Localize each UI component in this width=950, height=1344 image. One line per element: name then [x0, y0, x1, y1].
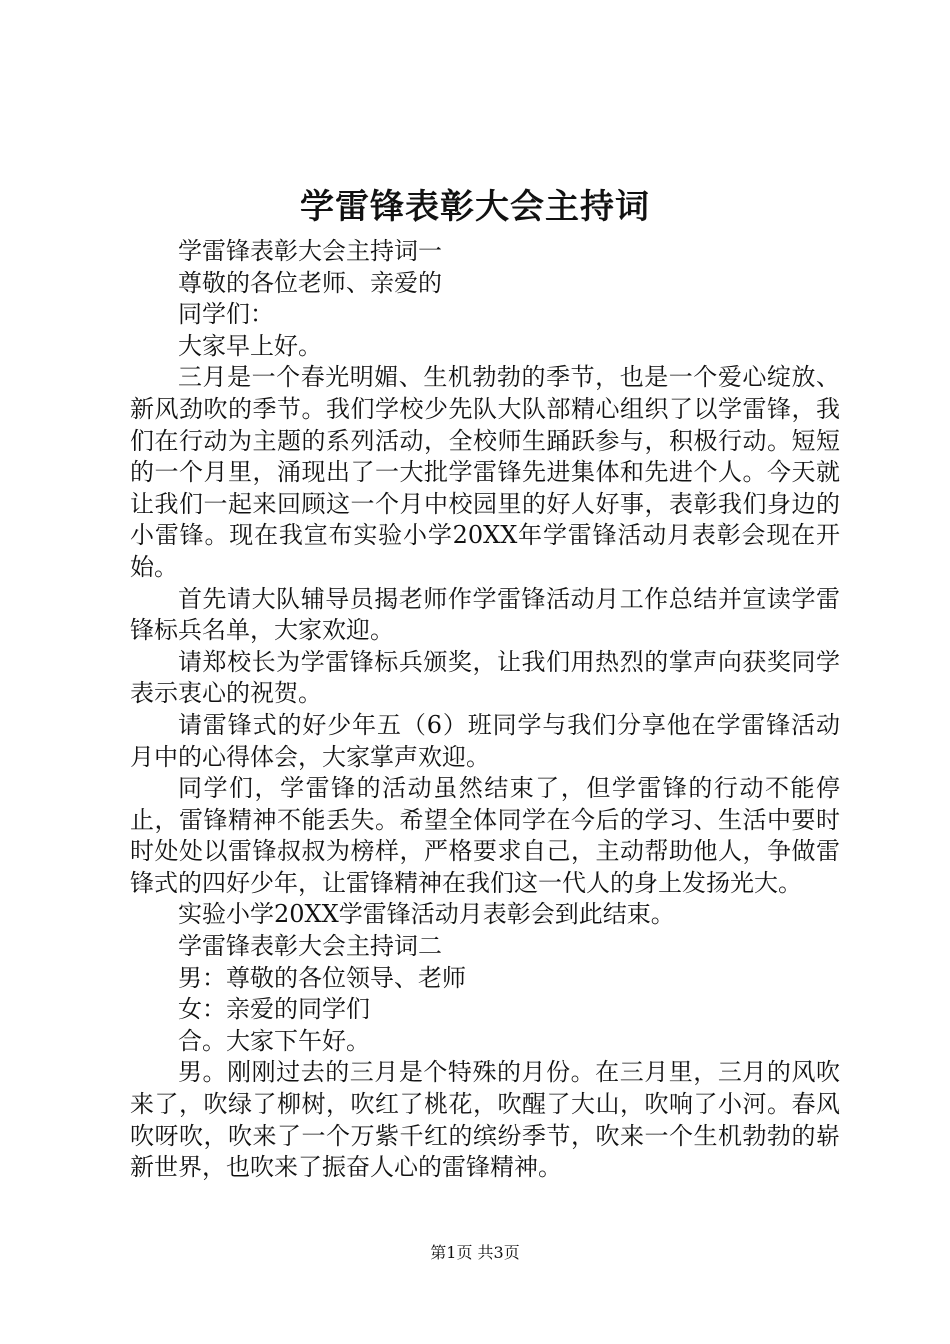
paragraph: 男。刚刚过去的三月是个特殊的月份。在三月里，三月的风吹来了，吹绿了柳树，吹红了桃花，吹醒了大山，吹响了小河。春风吹呀吹，吹来了一个万紫千红的缤纷季节，吹来一个生机勃勃的崭新世界，也吹来了振奋人心的雷锋精神。: [130, 1058, 840, 1182]
paragraph: 首先请大队辅导员揭老师作学雷锋活动月工作总结并宣读学雷锋标兵名单，大家欢迎。: [130, 584, 840, 645]
page-number-footer: 第1页 共3页: [430, 1243, 520, 1262]
paragraph: 男：尊敬的各位领导、老师: [178, 963, 466, 992]
paragraph: 女：亲爱的同学们: [178, 995, 370, 1024]
paragraph: 实验小学20XX学雷锋活动月表彰会到此结束。: [178, 900, 675, 929]
document-title: 学雷锋表彰大会主持词: [300, 187, 650, 227]
paragraph: 合。大家下午好。: [178, 1026, 370, 1055]
paragraph: 请郑校长为学雷锋标兵颁奖，让我们用热烈的掌声向获奖同学表示衷心的祝贺。: [130, 647, 840, 708]
paragraph: 尊敬的各位老师、亲爱的: [178, 268, 442, 297]
paragraph: 学雷锋表彰大会主持词二: [178, 932, 442, 961]
document-body: [130, 236, 840, 1184]
paragraph: 三月是一个春光明媚、生机勃勃的季节，也是一个爱心绽放、新风劲吹的季节。我们学校少先队大队部精心组织了以学雷锋，我们在行动为主题的系列活动，全校师生踊跃参与，积极行动。短短的一个月里，涌现出了一大批学雷锋先进集体和先进个人。今天就让我们一起来回顾这一个月中校园里的好人好事，表彰我们身边的小雷锋。现在我宣布实验小学20XX年学雷锋活动月表彰会现在开始。: [130, 363, 840, 581]
paragraph: 大家早上好。: [178, 331, 322, 360]
paragraph: 学雷锋表彰大会主持词一: [178, 237, 442, 265]
paragraph: 同学们，学雷锋的活动虽然结束了，但学雷锋的行动不能停止，雷锋精神不能丢失。希望全体同学在今后的学习、生活中要时时处处以雷锋叔叔为榜样，严格要求自己，主动帮助他人，争做雷锋式的四好少年，让雷锋精神在我们这一代人的身上发扬光大。: [130, 774, 840, 897]
paragraph: 同学们：: [178, 300, 274, 329]
paragraph: 请雷锋式的好少年五（6）班同学与我们分享他在学雷锋活动月中的心得体会，大家掌声欢迎。: [130, 710, 840, 771]
